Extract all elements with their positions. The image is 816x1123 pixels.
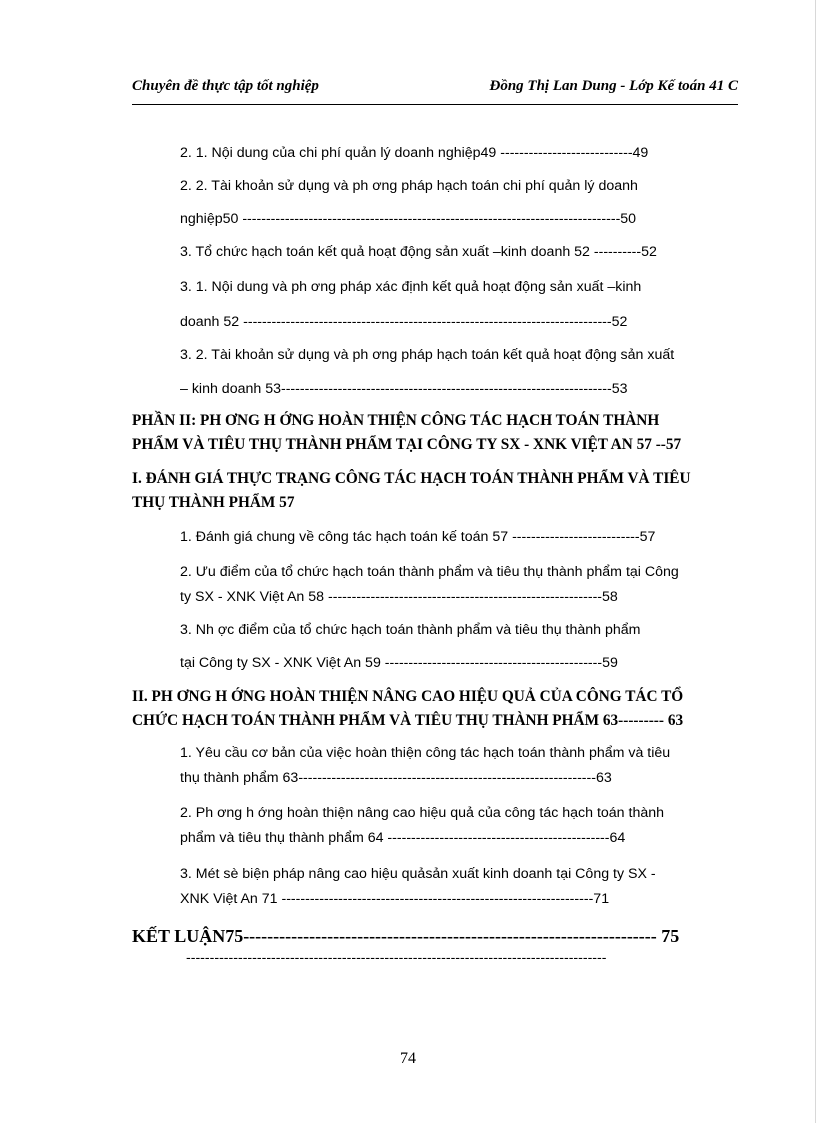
toc-entry: 1. Đánh giá chung về công tác hạch toán kế toán 57 ---------------------------57 bbox=[180, 529, 656, 545]
toc-entry: ty SX - XNK Việt An 58 ----------------------------------------------------------58 bbox=[180, 589, 618, 605]
toc-entry: 3. 2. Tài khoản sử dụng và ph ơng pháp hạch toán kết quả hoạt động sản xuất bbox=[180, 347, 675, 363]
toc-section-heading: II. PH ƠNG H ỚNG HOÀN THIỆN NÂNG CAO HIỆU QUẢ CỦA CÔNG TÁC TỔ bbox=[132, 688, 684, 705]
header-thesis-title: Chuyên đề thực tập tốt nghiệp bbox=[132, 78, 319, 94]
page-number: 74 bbox=[400, 1050, 416, 1067]
toc-entry: 1. Yêu cầu cơ bản của việc hoàn thiện công tác hạch toán thành phẩm và tiêu bbox=[180, 745, 671, 761]
toc-entry: XNK Việt An 71 ------------------------------------------------------------------71 bbox=[180, 891, 610, 907]
toc-entry: 3. Tổ chức hạch toán kết quả hoạt động sản xuất –kinh doanh 52 ----------52 bbox=[180, 244, 657, 260]
toc-entry: 3. Mét sè biện pháp nâng cao hiệu quảsản xuất kinh doanh tại Công ty SX - bbox=[180, 866, 656, 882]
toc-entry: 2. Ưu điểm của tổ chức hạch toán thành phẩm và tiêu thụ thành phẩm tại Công bbox=[180, 564, 679, 580]
toc-entry: – kinh doanh 53----------------------------------------------------------------------53 bbox=[180, 381, 628, 397]
toc-conclusion: KẾT LUẬN75--------------------------------------------------------------------- 75 bbox=[132, 926, 680, 946]
toc-entry: nghiệp50 --------------------------------------------------------------------------------50 bbox=[180, 211, 637, 227]
toc-entry: 3. 1. Nội dung và ph ơng pháp xác định kết quả hoạt động sản xuất –kinh bbox=[180, 279, 642, 295]
page-header bbox=[132, 78, 738, 100]
toc-entry: 2. 1. Nội dung của chi phí quản lý doanh nghiệp49 ----------------------------49 bbox=[180, 145, 649, 161]
toc-part-heading: PHẨM VÀ TIÊU THỤ THÀNH PHẨM TẠI CÔNG TY SX - XNK VIỆT AN 57 --57 bbox=[132, 436, 682, 453]
header-divider bbox=[132, 104, 738, 105]
toc-entry: 3. Nh ợc điểm của tổ chức hạch toán thành phẩm và tiêu thụ thành phẩm bbox=[180, 622, 641, 638]
toc-entry: 2. Ph ơng h ớng hoàn thiện nâng cao hiệu quả của công tác hạch toán thành bbox=[180, 805, 665, 821]
toc-section-heading: THỤ THÀNH PHẨM 57 bbox=[132, 494, 295, 511]
toc-entry: tại Công ty SX - XNK Việt An 59 ----------------------------------------------59 bbox=[180, 655, 618, 671]
toc-part-heading: PHẦN II: PH ƠNG H ỚNG HOÀN THIỆN CÔNG TÁC HẠCH TOÁN THÀNH bbox=[132, 412, 660, 429]
toc-trailing-rule: ----------------------------------------------------------------------------------------- bbox=[186, 950, 607, 966]
header-author: Đồng Thị Lan Dung - Lớp Kế toán 41 C bbox=[489, 78, 738, 94]
toc-entry: doanh 52 ------------------------------------------------------------------------------52 bbox=[180, 314, 628, 330]
toc-entry: thụ thành phẩm 63---------------------------------------------------------------63 bbox=[180, 770, 612, 786]
toc-section-heading: I. ĐÁNH GIÁ THỰC TRẠNG CÔNG TÁC HẠCH TOÁN THÀNH PHẨM VÀ TIÊU bbox=[132, 470, 691, 487]
toc-section-heading: CHỨC HẠCH TOÁN THÀNH PHẨM VÀ TIÊU THỤ THÀNH PHẨM 63--------- 63 bbox=[132, 712, 684, 729]
toc-entry: phẩm và tiêu thụ thành phẩm 64 -----------------------------------------------64 bbox=[180, 830, 626, 846]
toc-entry: 2. 2. Tài khoản sử dụng và ph ơng pháp hạch toán chi phí quản lý doanh bbox=[180, 178, 638, 194]
